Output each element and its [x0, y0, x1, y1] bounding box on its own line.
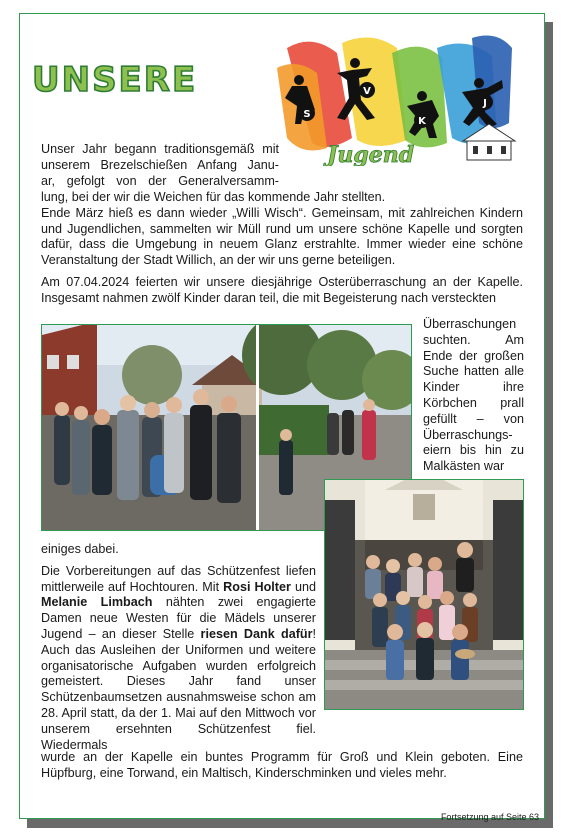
text-block-bottom [41, 750, 523, 782]
intro-line-2: unserem Brezelschießen Anfang Janu- [41, 157, 279, 172]
logo-wordmark: Jugend [327, 142, 415, 166]
schuetzenfest-text-1: Die Vorbereitungen auf das Schützenfest liefen mittlerweile auf Hochtouren. Mit [41, 563, 316, 594]
text-column-left [41, 542, 316, 753]
continuation-note: Fortsetzung auf Seite 63 [440, 812, 539, 822]
paragraph-easter-end: einiges dabei. [41, 542, 119, 556]
logo-letter-j: J [483, 98, 487, 109]
svkj-jugend-logo [257, 28, 519, 166]
page-title: UNSERE [32, 60, 198, 100]
intro-line-1: Unser Jahr begann traditionsgemäß mit [41, 142, 279, 156]
intro-last-line: lung, bei der wir die Weichen für das kommende Jahr stellten. [41, 190, 386, 204]
paragraph-easter-start: Am 07.04.2024 feierten wir unsere diesjährige Osterüberraschung an der Kapelle. Insgesamt nahmen zwölf Kinder daran teil, die mit Begeisterung nach versteckten [41, 274, 523, 305]
logo-letter-s: S [303, 109, 311, 120]
schuetzenfest-text-3: nähten zwei engagierte Damen neue Westen für die Mädels unserer Jugend – an dieser Stelle [41, 595, 316, 641]
name-melanie-limbach: Melanie Limbach [41, 595, 153, 610]
text-block-wide [41, 190, 523, 307]
photo-easter-children [324, 479, 524, 710]
schuetzenfest-text-2: und [290, 579, 316, 594]
schuetzenfest-text-4: ! Auch das Ausleihen der Uniformen und weitere organisatorische Aufgaben wurden erfolgreich gemeistert. Dieses Jahr fand unser Schützenbaumsetzen ausnahmsweise schon am 28. April statt, da der 1. Mai auf den Mittwoch vor unserem ersehnten Schützenfest fiel. Wiedermals [41, 626, 316, 752]
paragraph-schuetzenfest [41, 564, 316, 754]
text-column-right [423, 317, 524, 475]
intro-narrow [41, 142, 279, 189]
name-rosi-holter: Rosi Holter [223, 579, 291, 594]
paragraph-willi-wisch: Ende März hieß es dann wieder „Willi Wisch“. Gemeinsam, mit zahlreichen Kindern und Jugendlichen, sammelten wir Müll rund um unsere schöne Kapelle und sorgten dafür, dass die Umgebung in neuem Glanz erstrahlte. Immer wieder eine schöne Veranstaltung der Stadt Willich, an der wir uns gerne beteiligen. [41, 205, 523, 268]
paragraph-easter-narrow: Überraschungen suchten. Am Ende der großen Suche hatten alle Kinder ihre Körbchen prall gefüllt – von Überraschungs-eiern bis hin zu Malkästen war [423, 317, 524, 474]
intro-line-3: ar, gefolgt von der Generalversamm- [41, 173, 279, 188]
logo-letter-k: K [418, 116, 426, 127]
thanks-highlight: riesen Dank dafür [200, 626, 313, 641]
paragraph-programm: wurde an der Kapelle ein buntes Programm für Groß und Klein geboten. Eine Hüpfburg, eine Torwand, ein Maltisch, Kinderschminken und vieles mehr. [41, 750, 523, 780]
logo-letter-v: V [363, 86, 371, 97]
